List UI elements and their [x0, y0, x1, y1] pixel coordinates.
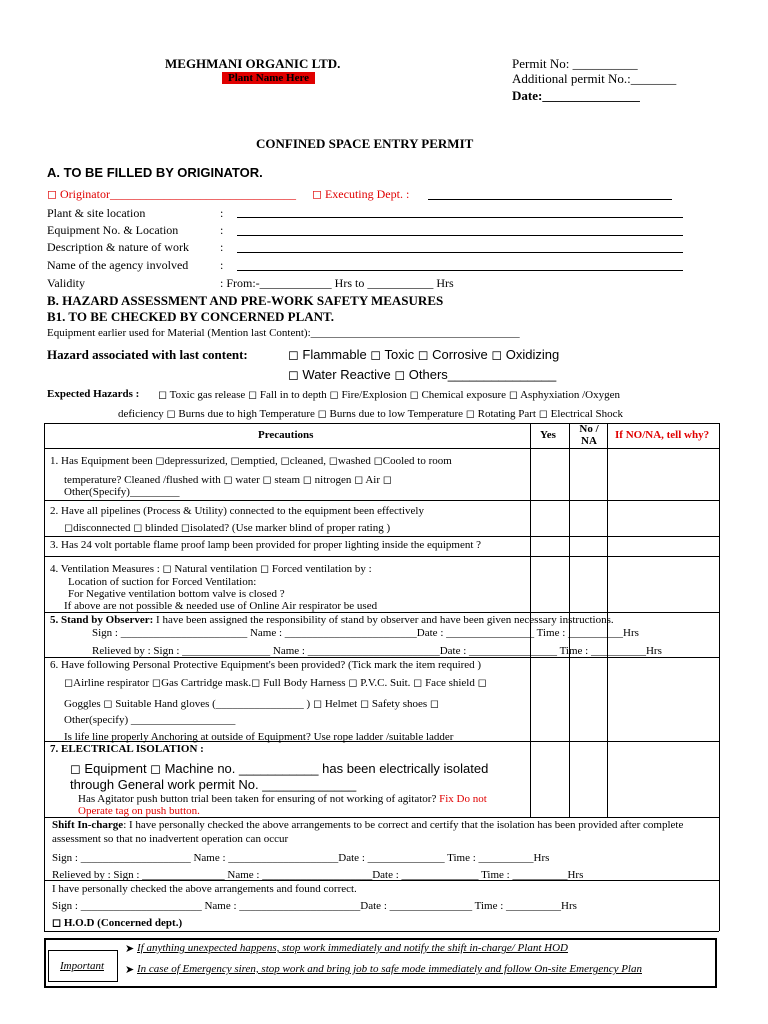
plant-name: Plant Name Here [222, 72, 315, 84]
row-1-line1: 1. Has Equipment been ◻depressurized, ◻emptied, ◻cleaned, ◻washed ◻Cooled to room [50, 455, 452, 467]
arrow-icon: ➤ [125, 964, 135, 976]
row-7-line1[interactable]: ◻ Equipment ◻ Machine no. ___________ has been electrically isolated [70, 761, 489, 776]
hazard-options-row2[interactable]: ◻ Water Reactive ◻ Others_______________ [288, 367, 557, 382]
validity-value[interactable]: : From:-____________ Hrs to ___________ Hrs [220, 276, 454, 290]
colon: : [220, 223, 224, 237]
equipment-used-field[interactable]: Equipment earlier used for Material (Mention last Content):______________________________________ [47, 327, 520, 339]
row-7-heading: 7. ELECTRICAL ISOLATION : [50, 743, 204, 755]
expected-hazards-label: Expected Hazards : [47, 388, 140, 400]
description-work-label: Description & nature of work [47, 240, 189, 254]
row-4-line2: Location of suction for Forced Ventilation: [68, 576, 257, 588]
plant-location-label: Plant & site location [47, 206, 146, 220]
row-4-line3: For Negative ventilation bottom valve is closed ? [68, 588, 285, 600]
equipment-location-label: Equipment No. & Location [47, 223, 179, 237]
shift-incharge-label: Shift In-charge [52, 819, 124, 831]
hazard-options-row1[interactable]: ◻ Flammable ◻ Toxic ◻ Corrosive ◻ Oxidizing [288, 347, 560, 362]
shift-sign[interactable]: Sign : ____________________ Name : ____________________Date : ______________ Time : __________Hrs [52, 852, 550, 864]
row-2-line2[interactable]: ◻disconnected ◻ blinded ◻isolated? (Use marker blind of proper rating ) [64, 522, 391, 534]
permit-no: Permit No: __________ [512, 56, 638, 71]
additional-permit-no: Additional permit No.:_______ [512, 71, 677, 86]
row-1-line3[interactable]: Other(Specify)_________ [64, 486, 180, 498]
row-6-line2[interactable]: ◻Airline respirator ◻Gas Cartridge mask.◻ Full Body Harness ◻ P.V.C. Suit. ◻ Face shield ◻ [64, 677, 487, 689]
row-4-line1[interactable]: 4. Ventilation Measures : ◻ Natural ventilation ◻ Forced ventilation by : [50, 563, 372, 575]
arrow-icon: ➤ [125, 943, 135, 955]
col-yes: Yes [540, 429, 556, 441]
description-work-line[interactable] [237, 252, 683, 253]
row-5-sign[interactable]: Sign : _______________________ Name : ________________________Date : ________________ Time : __________Hrs [92, 627, 639, 639]
plant-location-line[interactable] [237, 217, 683, 218]
executing-dept-line[interactable] [428, 199, 672, 200]
row-6-line1: 6. Have following Personal Protective Equipment's been provided? (Tick mark the item required ) [50, 659, 482, 671]
hod-text: I have personally checked the above arrangements and found correct. [52, 883, 357, 895]
hazard-label: Hazard associated with last content: [47, 347, 248, 362]
footer-note-1: If anything unexpected happens, stop work immediately and notify the shift in-charge/ Plant HOD [137, 942, 568, 954]
row-2-line1: 2. Have all pipelines (Process & Utility) connected to the equipment been effectively [50, 505, 424, 517]
equipment-location-line[interactable] [237, 235, 683, 236]
col-precautions: Precautions [258, 429, 314, 441]
footer-note-2: In case of Emergency siren, stop work and bring job to safe mode immediately and follow On-site Emergency Plan [137, 963, 642, 975]
hod-checkbox[interactable]: ◻ H.O.D (Concerned dept.) [52, 917, 183, 929]
colon: : [220, 240, 224, 254]
important-label: Important [60, 960, 104, 972]
permit-date: Date:_______________ [512, 88, 640, 103]
agency-line[interactable] [237, 270, 683, 271]
colon: : [220, 206, 224, 220]
row-7-fix-tag-cont: Operate tag on push button. [78, 805, 200, 817]
row-7-fix-tag: Fix Do not [436, 793, 487, 805]
row-6-line5: Is life line properly Anchoring at outside of Equipment? Use rope ladder /suitable ladder [64, 731, 454, 743]
row-4-line4: If above are not possible & needed use of Online Air respirator be used [64, 600, 378, 612]
row-6-line3[interactable]: Goggles ◻ Suitable Hand gloves (________________ ) ◻ Helmet ◻ Safety shoes ◻ [64, 698, 440, 710]
colon: : [220, 258, 224, 272]
shift-incharge-text: : I have personally checked the above arrangements to be correct and certify that the isolation has been provided after complete [123, 819, 684, 831]
shift-incharge-text2: assessment so that no inadvertent operation can occur [52, 833, 289, 845]
row-7-line2[interactable]: through General work permit No. _____________ [70, 777, 357, 792]
col-why: If NO/NA, tell why? [615, 429, 710, 441]
agency-label: Name of the agency involved [47, 258, 189, 272]
validity-label: Validity [47, 276, 85, 290]
expected-hazards-row2[interactable]: deficiency ◻ Burns due to high Temperature ◻ Burns due to low Temperature ◻ Rotating Part ◻ Electrical Shock [118, 408, 624, 420]
row-3: 3. Has 24 volt portable flame proof lamp been provided for proper lighting inside the equipment ? [50, 539, 482, 551]
originator-field[interactable]: ◻ Originator_______________________________ [47, 187, 296, 201]
row-6-line4[interactable]: Other(specify) ___________________ [64, 714, 236, 726]
col-no-na: No / NA [579, 423, 599, 447]
page-title: CONFINED SPACE ENTRY PERMIT [256, 136, 474, 151]
row-5-text: I have been assigned the responsibility of stand by observer and have been given necessary instructions. [153, 614, 614, 626]
shift-relieved[interactable]: Relieved by : Sign : _______________ Name : ____________________Date : ______________ Time : __________Hrs [52, 869, 584, 881]
section-a-heading: A. TO BE FILLED BY ORIGINATOR. [47, 165, 263, 180]
section-b-heading: B. HAZARD ASSESSMENT AND PRE-WORK SAFETY MEASURES [47, 293, 444, 308]
expected-hazards-row1[interactable]: ◻ Toxic gas release ◻ Fall in to depth ◻ Fire/Explosion ◻ Chemical exposure ◻ Asphyxiation /Oxygen [158, 389, 620, 401]
hod-sign[interactable]: Sign : ______________________ Name : ______________________Date : _______________ Time : __________Hrs [52, 900, 577, 912]
row-7-agitator: Has Agitator push button trial been taken for ensuring of not working of agitator? [78, 793, 437, 805]
row-5-label: 5. Stand by Observer: [50, 614, 154, 626]
row-5-relieved[interactable]: Relieved by : Sign : ________________ Name : ________________________Date : ________________ Time : __________Hrs [92, 645, 662, 657]
executing-dept-label: ◻ Executing Dept. : [312, 187, 410, 201]
row-1-line2[interactable]: temperature? Cleaned /flushed with ◻ water ◻ steam ◻ nitrogen ◻ Air ◻ [64, 474, 392, 486]
section-b1-heading: B1. TO BE CHECKED BY CONCERNED PLANT. [47, 309, 335, 324]
company-name: MEGHMANI ORGANIC LTD. [165, 56, 341, 71]
